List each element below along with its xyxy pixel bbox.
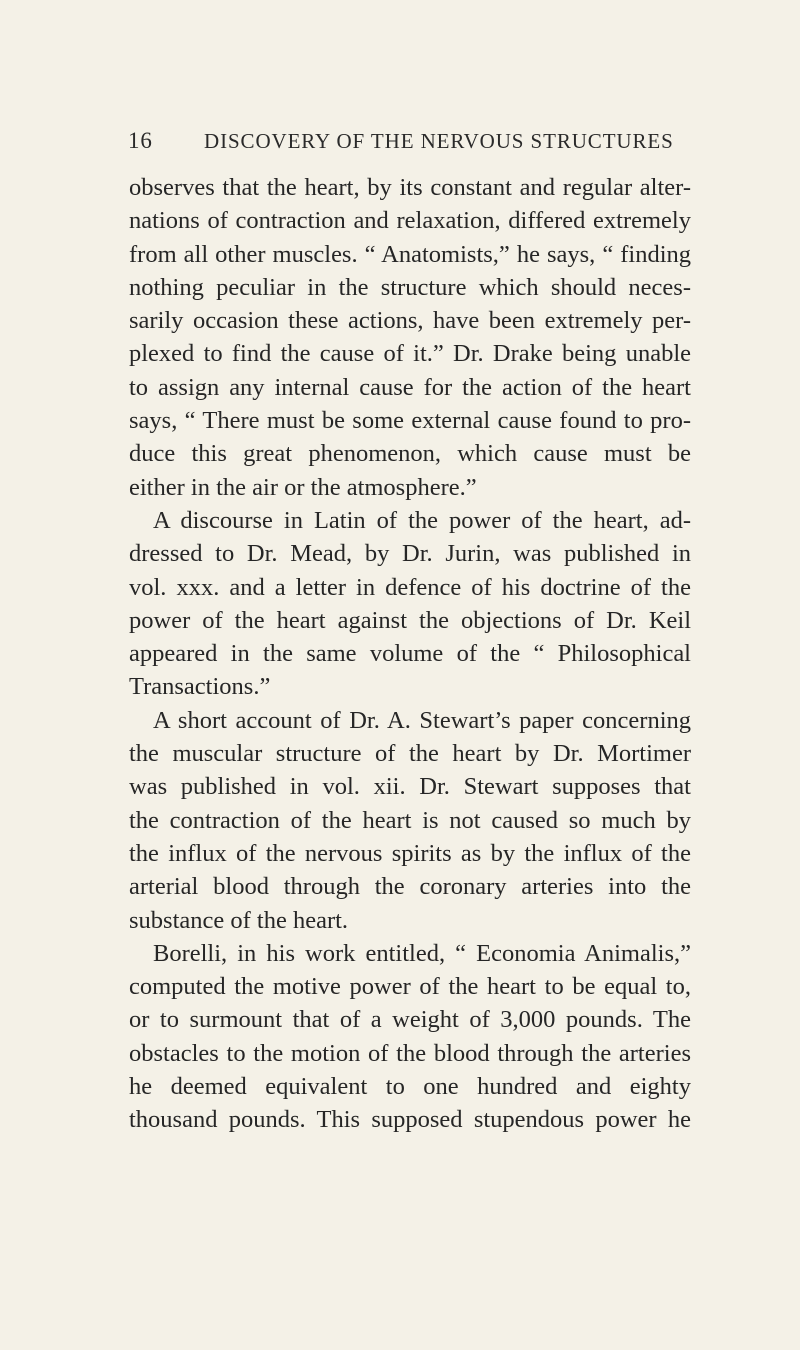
text-line: to assign any internal cause for the action of the heart <box>129 373 691 401</box>
paragraph <box>129 704 691 937</box>
text-line: or to surmount that of a weight of 3,000 pounds. The <box>129 1006 691 1034</box>
text-line: the contraction of the heart is not caused so much by <box>129 806 691 834</box>
text-line: the muscular structure of the heart by Dr. Mortimer <box>129 740 691 768</box>
paragraph <box>129 937 691 1137</box>
text-line: vol. xxx. and a letter in defence of his doctrine of the <box>129 573 691 601</box>
text-line: nations of contraction and relaxation, differed extremely <box>129 207 691 235</box>
text-line: says, “ There must be some external cause found to pro- <box>129 407 691 435</box>
running-title: DISCOVERY OF THE NERVOUS STRUCTURES <box>204 129 674 153</box>
text-line: plexed to find the cause of it.” Dr. Drake being unable <box>129 340 691 368</box>
text-line: sarily occasion these actions, have been extremely per- <box>129 307 691 335</box>
text-line: obstacles to the motion of the blood through the arteries <box>129 1039 691 1067</box>
text-line: thousand pounds. This supposed stupendous power he <box>129 1106 691 1134</box>
text-line: observes that the heart, by its constant and regular alter- <box>129 174 691 201</box>
body-text <box>129 171 691 1137</box>
text-line: he deemed equivalent to one hundred and eighty <box>129 1073 691 1101</box>
text-line: duce this great phenomenon, which cause must be <box>129 440 691 468</box>
text-line: appeared in the same volume of the “ Philosophical <box>129 640 691 668</box>
text-line: substance of the heart. <box>129 906 349 934</box>
text-line: Borelli, in his work entitled, “ Economia Animalis,” <box>153 939 691 967</box>
text-line: computed the motive power of the heart to be equal to, <box>129 973 691 1001</box>
text-line: A short account of Dr. A. Stewart’s paper concerning <box>153 706 691 734</box>
text-line: A discourse in Latin of the power of the heart, ad- <box>153 506 691 534</box>
text-line: from all other muscles. “ Anatomists,” he says, “ finding <box>129 240 691 268</box>
text-line: either in the air or the atmosphere.” <box>129 473 477 501</box>
text-line: dressed to Dr. Mead, by Dr. Jurin, was published in <box>129 540 691 568</box>
text-line: nothing peculiar in the structure which should neces- <box>129 273 691 301</box>
text-line: was published in vol. xii. Dr. Stewart supposes that <box>129 773 691 801</box>
text-line: power of the heart against the objections of Dr. Keil <box>129 606 691 634</box>
running-head <box>128 128 688 160</box>
text-line: Transactions.” <box>129 673 271 701</box>
page-number: 16 <box>128 128 153 153</box>
paragraph <box>129 504 691 704</box>
text-line: the influx of the nervous spirits as by the influx of the <box>129 839 691 867</box>
paragraph <box>129 171 691 504</box>
text-line: arterial blood through the coronary arteries into the <box>129 873 691 901</box>
